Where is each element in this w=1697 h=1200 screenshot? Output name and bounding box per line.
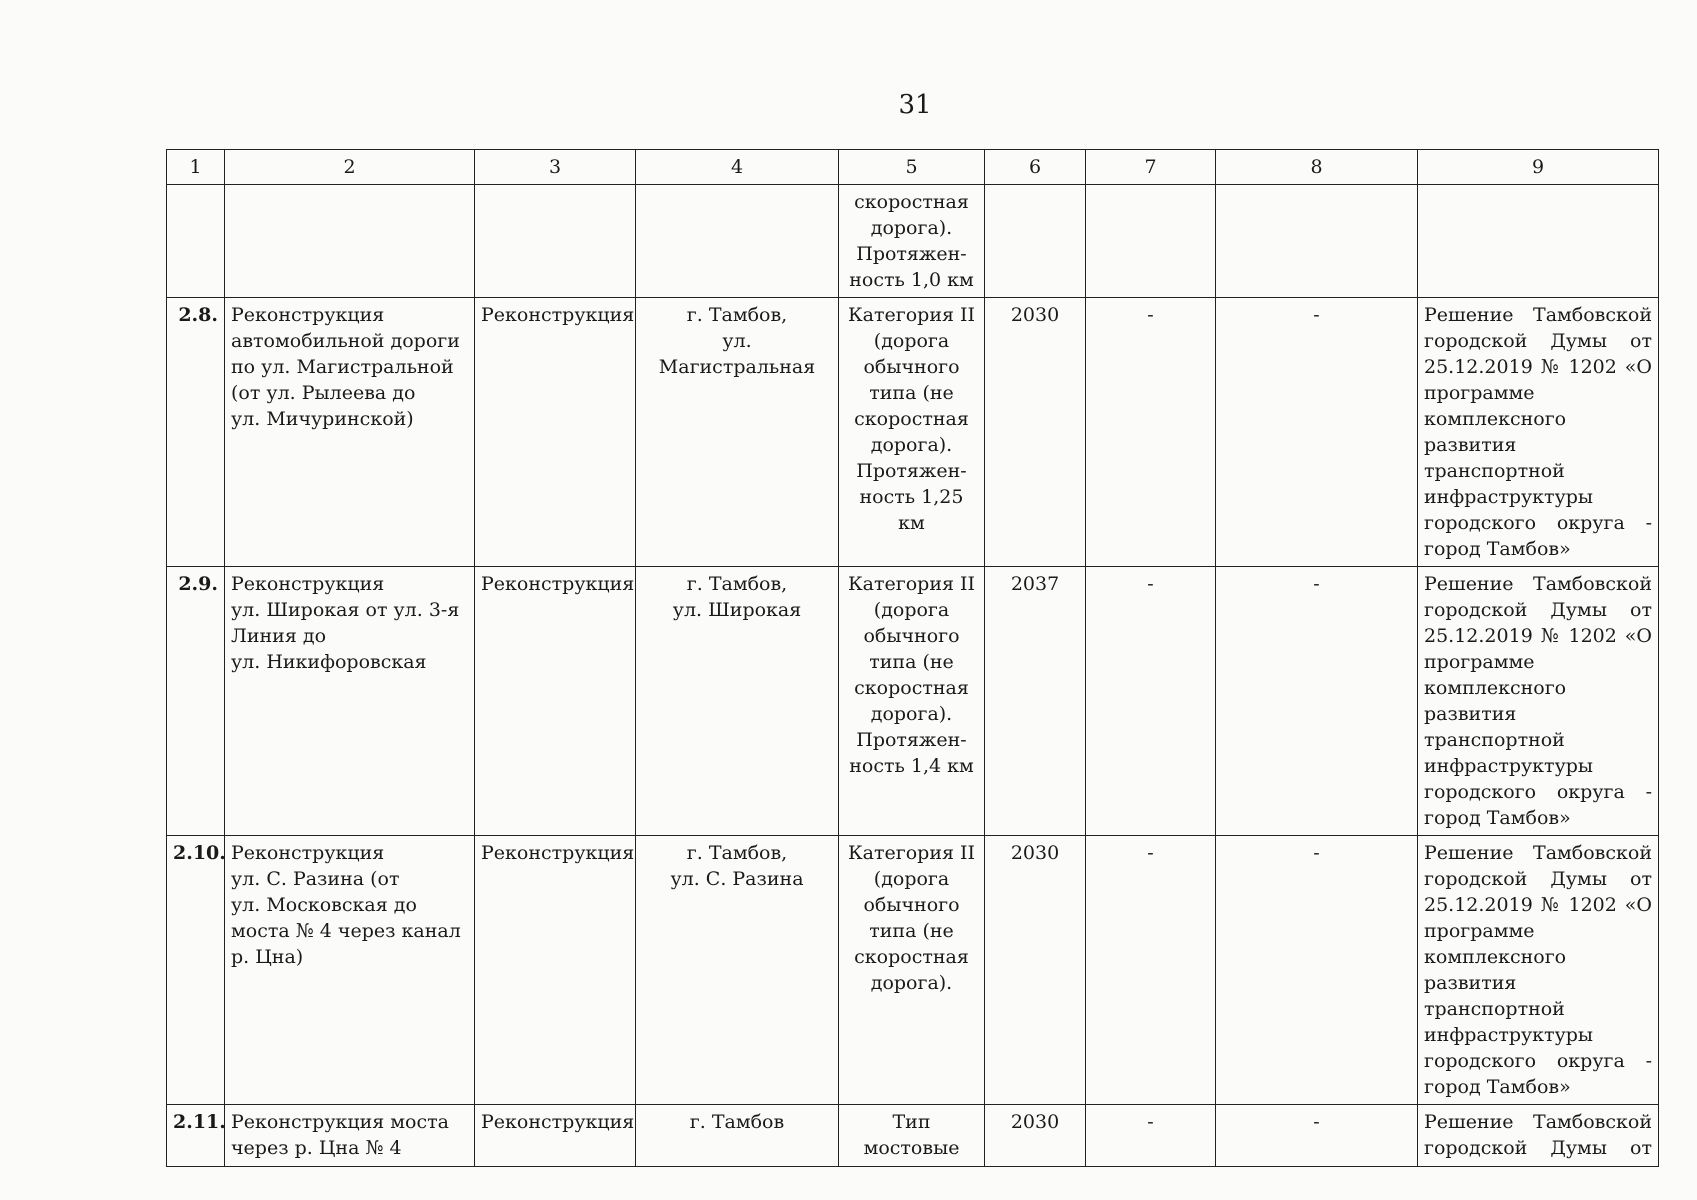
text-line: транспортной: [1424, 460, 1565, 482]
page-number: 31: [898, 90, 932, 120]
text-line: дорога).: [870, 972, 953, 994]
text-line: программе: [1424, 382, 1535, 404]
text-line: 25.12.2019 № 1202 «О: [1424, 894, 1652, 916]
object-characteristics: [839, 836, 985, 1105]
column-number: 4: [636, 150, 839, 185]
text-line: через р. Цна № 4: [231, 1137, 402, 1159]
column-8-value: -: [1216, 298, 1418, 567]
object-type: Реконструкция: [475, 298, 636, 567]
object-year: [985, 185, 1086, 298]
objects-table: [166, 149, 1659, 1167]
text-line: мостовые: [863, 1137, 960, 1159]
text-line: обычного: [863, 356, 960, 378]
table-row: [167, 836, 1659, 1105]
text-line: дорога).: [870, 703, 953, 725]
text-line: ул. Мичуринской): [231, 408, 414, 430]
column-number: 7: [1086, 150, 1216, 185]
column-8-value: -: [1216, 1105, 1418, 1167]
text-line: по ул. Магистральной: [231, 356, 454, 378]
text-line: типа (не: [869, 651, 954, 673]
text-line: городской Думы от: [1424, 330, 1652, 352]
text-line: инфраструктуры: [1424, 486, 1594, 508]
text-line: дорога).: [870, 434, 953, 456]
text-line: ул. Широкая от ул. 3-я: [231, 599, 460, 621]
text-line: городской Думы от: [1424, 868, 1652, 890]
object-location: [636, 567, 839, 836]
text-line: (от ул. Рылеева до: [231, 382, 416, 404]
table-row: [167, 298, 1659, 567]
text-line: городского округа -: [1424, 781, 1652, 803]
object-type: [475, 185, 636, 298]
object-year: 2030: [985, 298, 1086, 567]
text-line: инфраструктуры: [1424, 755, 1594, 777]
text-line: Реконструкция моста: [231, 1111, 449, 1133]
text-line: городской Думы от: [1424, 1137, 1652, 1159]
table-row: [167, 1105, 1659, 1167]
text-line: Тип: [892, 1111, 931, 1133]
text-line: Реконструкция: [231, 304, 385, 326]
text-line: город Тамбов»: [1424, 1076, 1571, 1098]
object-year: 2030: [985, 1105, 1086, 1167]
text-line: Протяжен-: [856, 729, 967, 751]
text-line: ул. С. Разина (от: [231, 868, 400, 890]
text-line: инфраструктуры: [1424, 1024, 1594, 1046]
text-line: комплексного развития: [1424, 946, 1567, 994]
text-line: Решение Тамбовской: [1424, 842, 1652, 864]
object-characteristics: [839, 298, 985, 567]
text-line: Категория II: [847, 842, 976, 864]
text-line: транспортной: [1424, 998, 1565, 1020]
object-location: [636, 185, 839, 298]
legal-basis: [1418, 567, 1659, 836]
text-line: дорога).: [870, 217, 953, 239]
column-number: 1: [167, 150, 225, 185]
text-line: Линия до: [231, 625, 327, 647]
text-line: комплексного развития: [1424, 677, 1567, 725]
column-8-value: -: [1216, 836, 1418, 1105]
text-line: моста № 4 через канал: [231, 920, 461, 942]
text-line: скоростная: [854, 191, 969, 213]
object-name: [225, 1105, 475, 1167]
column-7-value: [1086, 185, 1216, 298]
column-number: 3: [475, 150, 636, 185]
text-line: автомобильной дороги: [231, 330, 460, 352]
column-number: 9: [1418, 150, 1659, 185]
text-line: Категория II: [847, 573, 976, 595]
text-line: городской Думы от: [1424, 599, 1652, 621]
text-line: ул. Широкая: [672, 599, 802, 621]
object-name: [225, 836, 475, 1105]
column-7-value: -: [1086, 567, 1216, 836]
text-line: (дорога: [873, 330, 950, 352]
column-number-row: [167, 150, 1659, 185]
row-number: 2.9.: [167, 567, 225, 836]
object-location: [636, 836, 839, 1105]
column-number: 6: [985, 150, 1086, 185]
text-line: ул. С. Разина: [670, 868, 804, 890]
text-line: Реконструкция: [231, 573, 385, 595]
text-line: Решение Тамбовской: [1424, 1111, 1652, 1133]
object-location: [636, 298, 839, 567]
column-8-value: -: [1216, 567, 1418, 836]
column-number: 5: [839, 150, 985, 185]
legal-basis: [1418, 298, 1659, 567]
text-line: транспортной: [1424, 729, 1565, 751]
text-line: Решение Тамбовской: [1424, 304, 1652, 326]
text-line: скоростная: [854, 408, 969, 430]
text-line: городского округа -: [1424, 1050, 1652, 1072]
object-type: Реконструкция: [475, 836, 636, 1105]
text-line: р. Цна): [231, 946, 304, 968]
text-line: 25.12.2019 № 1202 «О: [1424, 625, 1652, 647]
legal-basis: [1418, 185, 1659, 298]
text-line: программе: [1424, 920, 1535, 942]
column-8-value: [1216, 185, 1418, 298]
column-number: 8: [1216, 150, 1418, 185]
text-line: обычного: [863, 625, 960, 647]
text-line: скоростная: [854, 677, 969, 699]
row-number: 2.10.: [167, 836, 225, 1105]
text-line: обычного: [863, 894, 960, 916]
text-line: ул. Московская до: [231, 894, 417, 916]
text-line: ность 1,25 км: [859, 486, 964, 534]
legal-basis: [1418, 836, 1659, 1105]
text-line: г. Тамбов,: [686, 842, 788, 864]
row-number: 2.11.: [167, 1105, 225, 1167]
object-year: 2037: [985, 567, 1086, 836]
table-row: [167, 567, 1659, 836]
text-line: Решение Тамбовской: [1424, 573, 1652, 595]
object-name: [225, 185, 475, 298]
text-line: типа (не: [869, 920, 954, 942]
text-line: (дорога: [873, 868, 950, 890]
text-line: г. Тамбов: [689, 1111, 785, 1133]
text-line: городского округа -: [1424, 512, 1652, 534]
object-type: Реконструкция: [475, 567, 636, 836]
object-name: [225, 298, 475, 567]
text-line: ул. Магистральная: [658, 330, 816, 378]
text-line: Категория II: [847, 304, 976, 326]
text-line: Протяжен-: [856, 460, 967, 482]
row-number: [167, 185, 225, 298]
row-number: 2.8.: [167, 298, 225, 567]
text-line: скоростная: [854, 946, 969, 968]
object-characteristics: [839, 1105, 985, 1167]
column-7-value: -: [1086, 298, 1216, 567]
column-number: 2: [225, 150, 475, 185]
object-characteristics: [839, 567, 985, 836]
text-line: город Тамбов»: [1424, 807, 1571, 829]
legal-basis: [1418, 1105, 1659, 1167]
text-line: программе: [1424, 651, 1535, 673]
text-line: ность 1,4 км: [849, 755, 974, 777]
text-line: город Тамбов»: [1424, 538, 1571, 560]
text-line: 25.12.2019 № 1202 «О: [1424, 356, 1652, 378]
text-line: комплексного развития: [1424, 408, 1567, 456]
object-type: Реконструкция: [475, 1105, 636, 1167]
column-7-value: -: [1086, 1105, 1216, 1167]
table-row: [167, 185, 1659, 298]
text-line: типа (не: [869, 382, 954, 404]
object-characteristics: [839, 185, 985, 298]
column-7-value: -: [1086, 836, 1216, 1105]
text-line: г. Тамбов,: [686, 304, 788, 326]
text-line: ность 1,0 км: [849, 269, 974, 291]
text-line: ул. Никифоровская: [231, 651, 427, 673]
object-year: 2030: [985, 836, 1086, 1105]
object-name: [225, 567, 475, 836]
text-line: Протяжен-: [856, 243, 967, 265]
text-line: Реконструкция: [231, 842, 385, 864]
text-line: (дорога: [873, 599, 950, 621]
object-location: [636, 1105, 839, 1167]
text-line: г. Тамбов,: [686, 573, 788, 595]
